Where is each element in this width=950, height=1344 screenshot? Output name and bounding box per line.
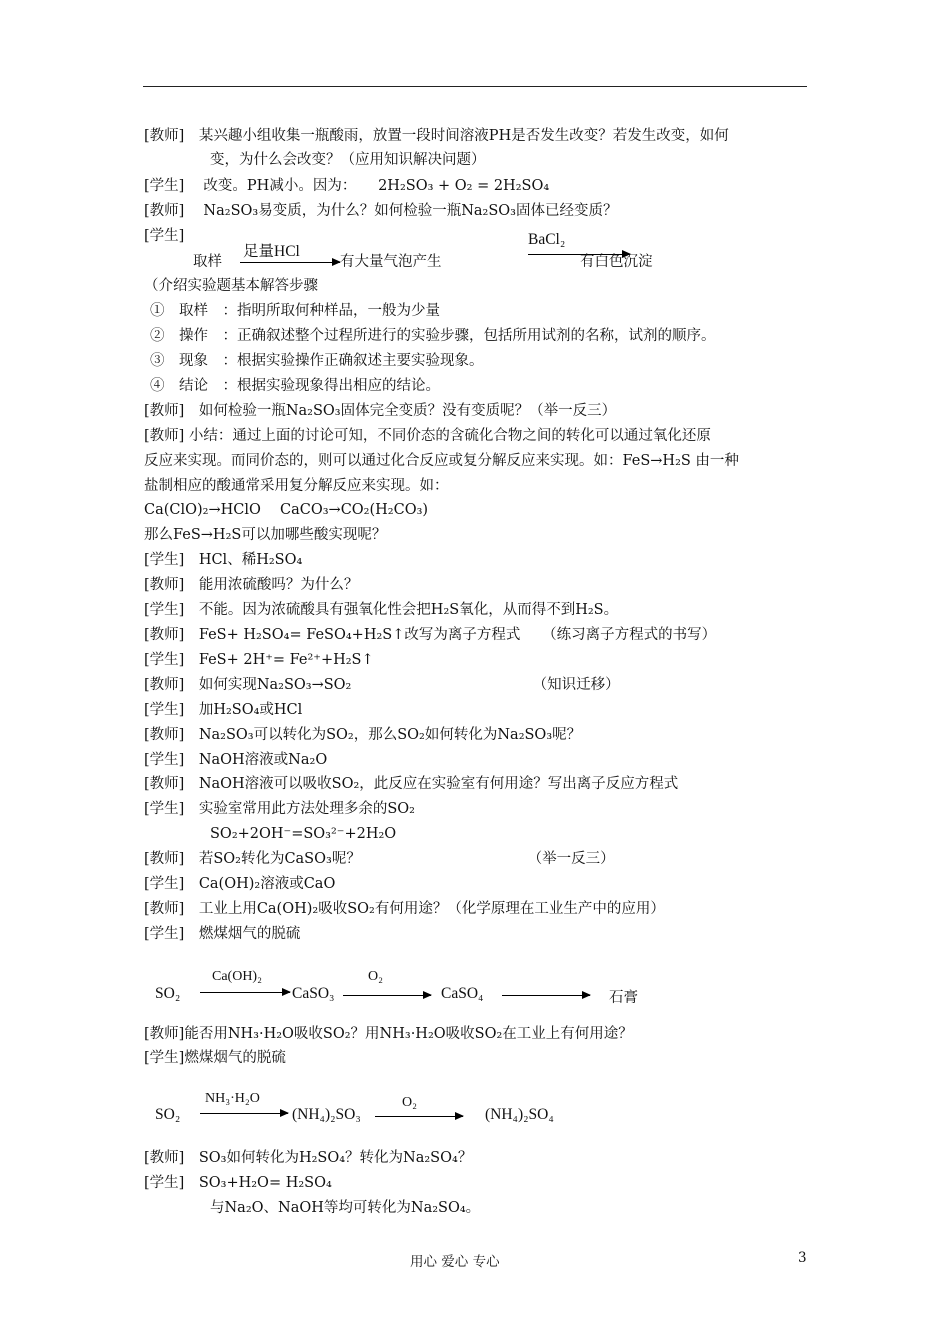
text-line: [学生] HCl、稀H₂SO₄ — [144, 552, 303, 568]
text-line: ① 取样 ：指明所取何种样品，一般为少量 — [150, 303, 440, 319]
arrow — [200, 1113, 288, 1114]
text-line: 变，为什么会改变？（应用知识解决问题） — [210, 152, 486, 168]
header-rule — [143, 86, 807, 87]
species: SO₂ — [155, 1106, 181, 1123]
species: CaSO₄ — [441, 985, 484, 1002]
species: SO₂ — [155, 985, 181, 1002]
scheme-reagent: 足量HCl — [243, 243, 300, 260]
text-line: [学生] 不能。因为浓硫酸具有强氧化性会把H₂S氧化，从而得不到H₂S。 — [144, 602, 619, 618]
arrow — [502, 995, 590, 996]
page-number: 3 — [798, 1250, 807, 1266]
species: (NH₄)₂SO₃ — [292, 1106, 361, 1123]
text-line: [教师] 工业上用Ca(OH)₂吸收SO₂有何用途？（化学原理在工业生产中的应用） — [144, 901, 665, 917]
species: CaSO₃ — [292, 985, 335, 1002]
text-line: 那么FeS→H₂S可以加哪些酸实现呢？ — [144, 527, 387, 543]
footer-text: 用心 爱心 专心 — [410, 1254, 500, 1270]
reagent: O₂ — [368, 969, 383, 984]
text-line: [教师] 某兴趣小组收集一瓶酸雨，放置一段时间溶液PH是否发生改变？若发生改变，如何 — [144, 128, 729, 144]
text-line: [教师] Na₂SO₃可以转化为SO₂，那么SO₂如何转化为Na₂SO₃呢？ — [144, 727, 582, 743]
text-line: ③ 现象 ：根据实验操作正确叙述主要实验现象。 — [150, 353, 484, 369]
text-line: [学生] FeS+ 2H⁺= Fe²⁺+H₂S↑ — [144, 652, 374, 668]
reagent: Ca(OH)₂ — [212, 969, 262, 984]
text-line: [教师] 若SO₂转化为CaSO₃呢？ （举一反三） — [144, 851, 615, 867]
text-line: [学生] 实验室常用此方法处理多余的SO₂ — [144, 801, 415, 817]
text-line: [教师] 能用浓硫酸吗？为什么？ — [144, 577, 359, 593]
text-line: [教师] Na₂SO₃易变质，为什么？如何检验一瓶Na₂SO₃固体已经变质？ — [144, 203, 618, 219]
text-line: 盐制相应的酸通常采用复分解反应来实现。如： — [144, 478, 449, 494]
text-line: [教师]能否用NH₃·H₂O吸收SO₂？用NH₃·H₂O吸收SO₂在工业上有何用途？ — [144, 1026, 633, 1042]
arrow — [375, 1116, 463, 1117]
text-line: [学生] 燃煤烟气的脱硫 — [144, 926, 301, 942]
text-line: [学生] NaOH溶液或Na₂O — [144, 752, 328, 768]
species: 石膏 — [609, 990, 638, 1006]
text-line: [学生] 加H₂SO₄或HCl — [144, 702, 303, 718]
text-line: [学生] — [144, 228, 185, 244]
scheme-start: 取样 — [193, 254, 222, 270]
reagent: NH₃·H₂O — [205, 1091, 260, 1106]
scheme-reagent: BaCl₂ — [528, 231, 566, 248]
text-line: Ca(ClO)₂→HClO CaCO₃→CO₂(H₂CO₃) — [144, 502, 429, 518]
text-line: [学生] Ca(OH)₂溶液或CaO — [144, 876, 336, 892]
text-line: [教师] NaOH溶液可以吸收SO₂，此反应在实验室有何用途？写出离子反应方程式 — [144, 776, 679, 792]
text-line: ④ 结论 ：根据实验现象得出相应的结论。 — [150, 378, 440, 394]
arrow — [343, 995, 431, 996]
text-line: [教师] 小结：通过上面的讨论可知，不同价态的含硫化合物之间的转化可以通过氧化还原 — [144, 428, 711, 444]
text-line: [学生]燃煤烟气的脱硫 — [144, 1050, 286, 1066]
text-line: ② 操作 ：正确叙述整个过程所进行的实验步骤，包括所用试剂的名称，试剂的顺序。 — [150, 328, 716, 344]
scheme-result: 有白色沉淀 — [580, 254, 653, 270]
text-line: [教师] SO₃如何转化为H₂SO₄？转化为Na₂SO₄？ — [144, 1150, 473, 1166]
scheme-result: 有大量气泡产生 — [340, 254, 442, 270]
text-line: [学生] SO₃+H₂O= H₂SO₄ — [144, 1175, 332, 1191]
text-line: [教师] 如何实现Na₂SO₃→SO₂ （知识迁移） — [144, 677, 620, 693]
species: (NH₄)₂SO₄ — [485, 1106, 554, 1123]
text-line: [教师] 如何检验一瓶Na₂SO₃固体完全变质？没有变质呢？（举一反三） — [144, 403, 617, 419]
text-line: [学生] 改变。PH减小。因为： 2H₂SO₃ + O₂ = 2H₂SO₄ — [144, 178, 550, 194]
reagent: O₂ — [402, 1095, 417, 1110]
arrow — [240, 262, 340, 263]
text-line: SO₂+2OH⁻=SO₃²⁻+2H₂O — [210, 826, 397, 842]
text-line: [教师] FeS+ H₂SO₄= FeSO₄+H₂S↑改写为离子方程式 （练习离子方程式的书写） — [144, 627, 717, 643]
text-line: （介绍实验题基本解答步骤 — [144, 278, 318, 294]
arrow — [200, 992, 290, 993]
text-line: 与Na₂O、NaOH等均可转化为Na₂SO₄。 — [210, 1200, 481, 1216]
text-line: 反应来实现。而同价态的，则可以通过化合反应或复分解反应来实现。如：FeS→H₂S 由一种 — [144, 453, 739, 469]
